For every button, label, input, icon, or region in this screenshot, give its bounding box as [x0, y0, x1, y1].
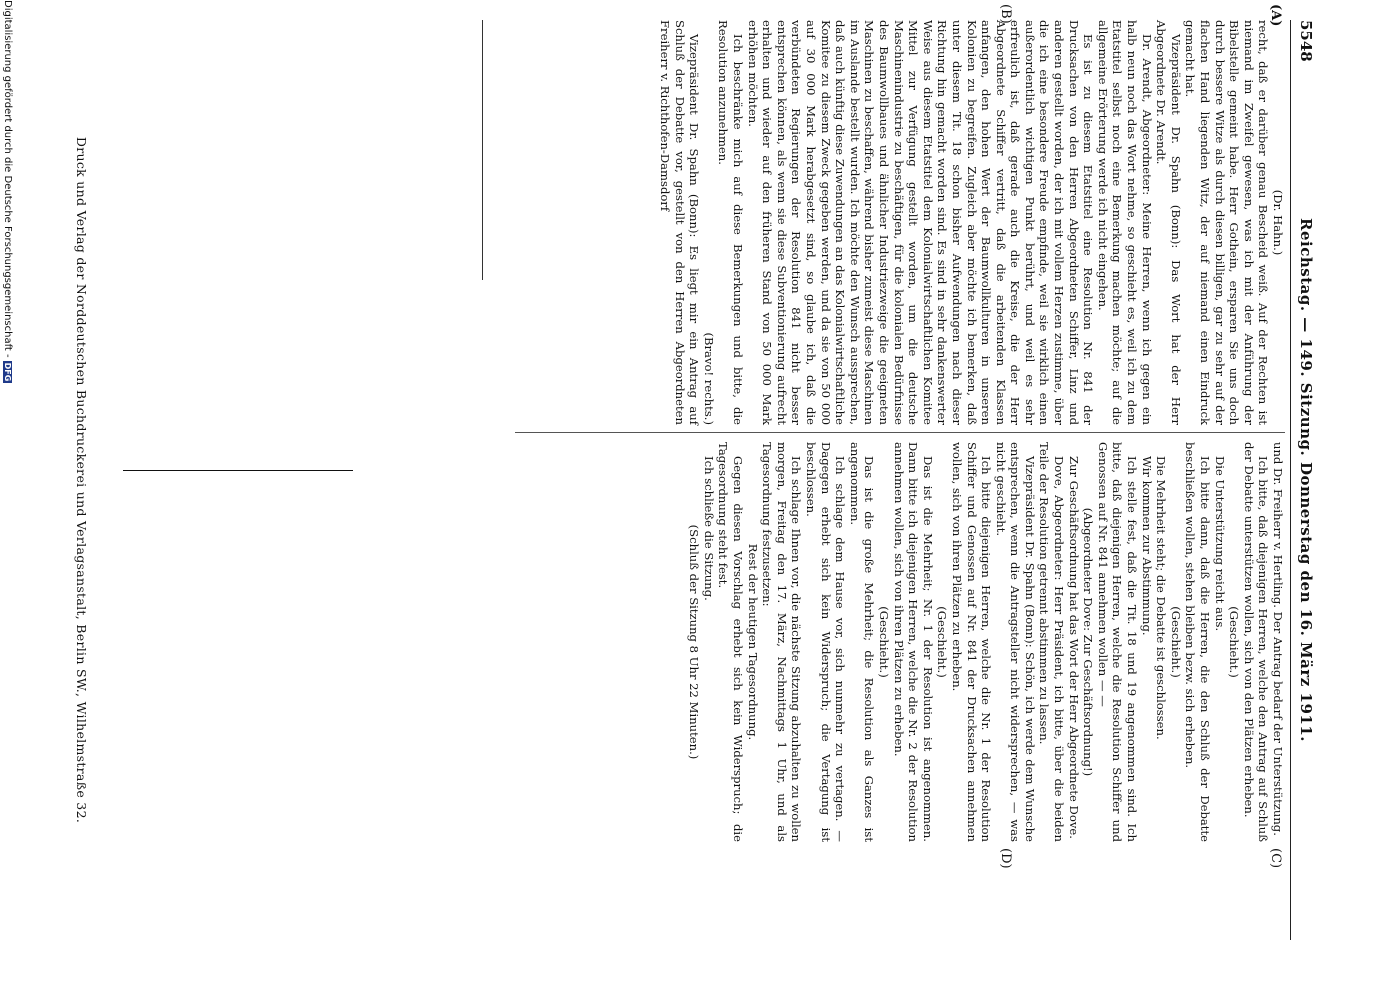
paragraph: Rest der heutigen Tagesordnung.	[745, 543, 760, 741]
paragraph: Es ist zu diesem Etatstitel eine Resolution Nr. 841 der Drucksachen von den Herren Abgeordneten Schiffer, Linz und anderen gestellt worden, der ich mit vollem Herzen zustimme, über die ich eine besondere Freude empfinde, weil sie wirklich einen außerordentlich wichtigen Punkt berührt, und weil es sehr erfreulich ist, daß gerade auch die Kreise, die der Herr Abgeordnete Schiffer vertritt, daß die arbeitenden Klassen anfangen, den hohen Wert der Baumwollkulturen in unseren Kolonien zu begreifen. Zugleich aber möchte ich bemerken, daß unter diesem Tit. 18 schon bisher Aufwendungen nach dieser Richtung hin gemacht worden sind. Es sind in sehr dankenswerter Weise aus diesem Etatstitel dem Kolonialwirtschaftlichen Komitee Mittel zur Verfügung gestellt worden, um die deutsche Maschinenindustrie zu beschäftigen, für die kolonialen Bedürfnisse des Baumwollbaues und ähnlicher Industriezweige die geeigneten Maschinen zu beschaffen, während bisher zumeist diese Maschinen im Auslande bestellt wurden. Ich möchte den Wunsch aussprechen, daß auch künftig diese Zuwendungen an das Kolonialwirtschaftliche Komitee zu diesem Zweck gegeben werden, und da sie von 50 000 auf 30 000 Mark herabgesetzt sind, so glaube ich, daß die verbündeten Regierungen der Resolution 841 nicht besser entsprechen können, als wenn sie diese Subventionierung aufrecht erhalten und wieder auf den früheren Stand von 50 000 Mark erhöhen möchten.	[745, 20, 1096, 425]
margin-mark-c: (C)	[1268, 848, 1283, 869]
paragraph: (Geschieht.)	[876, 606, 891, 678]
paragraph: Vizepräsident Dr. Spahn (Bonn): Es liegt mir ein Antrag auf Schluß der Debatte vor, gestellt von den Herren Abgeordneten Freiherr v. Richthofen-Damsdorf	[658, 20, 702, 425]
paragraph: Dr. Arendt, Abgeordneter: Meine Herren, wenn ich gegen ein halb neun noch das Wort nehme, so geschieht es, weil ich zu dem Etatstitel selbst noch eine Bemerkung machen möchte; auf die allgemeine Erörterung werde ich nicht eingehen.	[1095, 20, 1154, 425]
margin-mark-d: (D)	[998, 848, 1013, 869]
paragraph: Dove, Abgeordneter: Herr Präsident, ich bitte, über die beiden Teile der Resolution getrennt abstimmen zu lassen.	[1037, 442, 1067, 842]
printer-imprint: Druck und Verlag der Norddeutschen Buchdruckerei und Verlagsanstalt, Berlin SW., Wilhelmstraße 32.	[74, 136, 89, 824]
paragraph: Das ist die große Mehrheit; die Resolution als Ganzes ist angenommen.	[847, 442, 877, 842]
paragraph: (Abgeordneter Dove: Zur Geschäftsordnung!)	[1081, 507, 1096, 777]
speaker-label: (Dr. Hahn.)	[1271, 189, 1285, 256]
paragraph: Die Unterstützung reicht aus.	[1212, 456, 1227, 632]
paragraph: Ich beschränke mich auf diese Bemerkungen und bitte, die Resolution anzunehmen.	[716, 20, 746, 425]
header-rule	[1290, 20, 1291, 940]
paragraph: Gegen diesen Vorschlag erhebt sich kein Widerspruch; die Tagesordnung steht fest.	[716, 442, 746, 842]
paragraph: Vizepräsident Dr. Spahn (Bonn): Schön, ich werde dem Wunsche entsprechen, wenn die Antragsteller nicht widersprechen, — was nicht geschieht.	[993, 442, 1037, 842]
paragraph: Ich bitte dann, daß die Herren, die den Schluß der Debatte beschließen wollen, stehen bleiben bezw. sich erheben.	[1183, 442, 1213, 842]
paragraph: Das ist die Mehrheit; Nr. 1 der Resolution ist angenommen. Dann bitte ich diejenigen Herren, welche die Nr. 2 der Resolution annehmen wollen, sich von ihren Plätzen zu erheben.	[891, 442, 935, 842]
page-title: Reichstag. — 149. Sitzung. Donnerstag den 16. März 1911.	[1297, 218, 1315, 742]
dfg-logo: DFG	[3, 362, 13, 382]
paragraph: (Geschieht.)	[935, 606, 950, 678]
paragraph: recht, daß er darüber genau Bescheid weiß. Auf der Rechten ist niemand im Zweifel gewesen, was ich mit der Anführung der Bibelstelle gemeint habe. Herr Gothein, ersparen Sie uns doch durch bessere Witze als durch diesen billigen, gar zu sehr auf der flachen Hand liegenden Witz, der auf niemand einen Eindruck gemacht hat.	[1183, 20, 1271, 425]
paragraph: und Dr. Freiherr v. Hertling. Der Antrag bedarf der Unterstützung.	[1271, 442, 1285, 836]
paragraph: Vizepräsident Dr. Spahn (Bonn): Das Wort hat der Herr Abgeordnete Dr. Arendt.	[1154, 20, 1183, 425]
paragraph: (Geschieht.)	[1227, 606, 1242, 678]
page-number: 5548	[1297, 20, 1315, 62]
margin-mark-b: (B)	[998, 4, 1013, 24]
paragraph: (Geschieht.)	[1168, 606, 1183, 678]
paragraph: Wir kommen zur Abstimmung.	[1139, 456, 1154, 636]
right-column	[687, 442, 1285, 842]
paragraph: Ich stelle fest, daß die Tit. 18 und 19 angenommen sind. Ich bitte, daß diejenigen Herren, welche die Resolution Schiffer und Genossen auf Nr. 841 annehmen wollen — —	[1095, 442, 1140, 842]
left-column	[657, 20, 1285, 425]
page-header	[1293, 0, 1319, 960]
paragraph: Ich bitte diejenigen Herren, welche die Nr. 1 der Resolution Schiffer und Genossen auf Nr. 841 der Drucksachen annehmen wollen, sich von ihren Plätzen zu erheben.	[949, 442, 994, 842]
column-separator	[515, 432, 1285, 433]
paragraph: Die Mehrheit steht; die Debatte ist geschlossen.	[1154, 456, 1169, 740]
margin-mark-a: (A)	[1268, 4, 1283, 27]
paragraph: Zur Geschäftsordnung hat das Wort der Herr Abgeordnete Dove.	[1066, 456, 1081, 839]
footer-rule	[482, 20, 483, 280]
divider-line	[123, 470, 353, 471]
digitization-text: Digitalisierung gefördert durch die Deutsche Forschungsgemeinschaft -	[2, 0, 13, 358]
paragraph: Ich schlage Ihnen vor, die nächste Sitzung abzuhalten zu wollen morgen, Freitag den 17. März, Nachmittags 1 Uhr, und als Tagesordnung festzusetzen:	[760, 442, 804, 842]
digitization-note	[2, 0, 13, 960]
paragraph: Ich schlage dem Hause vor, sich nunmehr zu vertagen. — Dagegen erhebt sich kein Widerspruch; die Vertagung ist beschlossen.	[804, 442, 848, 842]
paragraph: (Bravo! rechts.)	[701, 332, 716, 425]
paragraph: Ich schließe die Sitzung.	[701, 456, 716, 601]
paragraph: Ich bitte, daß diejenigen Herren, welche den Antrag auf Schluß der Debatte unterstützen wollen, sich von den Plätzen erheben.	[1241, 442, 1271, 842]
paragraph: (Schluß der Sitzung 8 Uhr 22 Minuten.)	[687, 524, 702, 760]
